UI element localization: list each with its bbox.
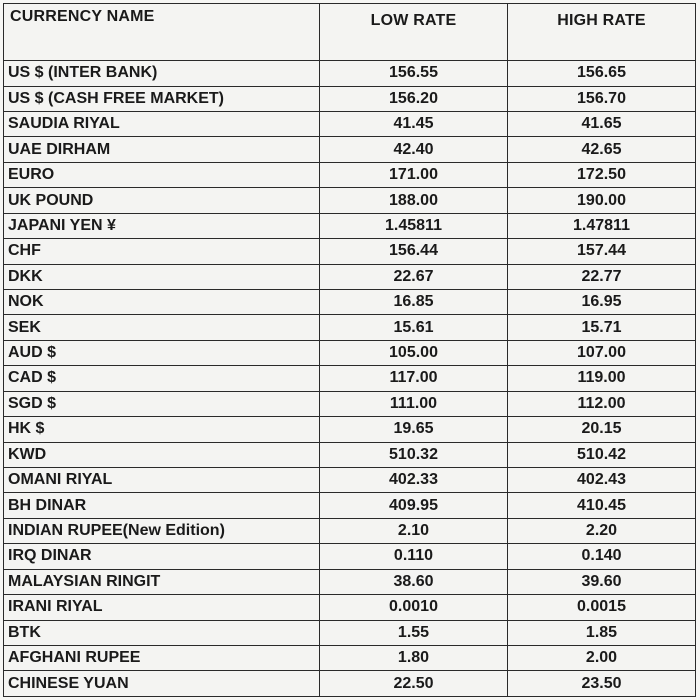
table-row [4,86,696,111]
table-row [4,493,696,518]
high-rate-cell: 39.60 [508,569,696,594]
high-rate-cell: 410.45 [508,493,696,518]
currency-name-cell: MALAYSIAN RINGIT [4,569,320,594]
currency-name-cell: KWD [4,442,320,467]
low-rate-cell: 105.00 [320,340,508,365]
high-rate-cell: 2.00 [508,645,696,670]
table-row [4,315,696,340]
table-row [4,645,696,670]
table-row [4,671,696,697]
low-rate-cell: 19.65 [320,417,508,442]
low-rate-cell: 1.55 [320,620,508,645]
currency-name-cell: SAUDIA RIYAL [4,112,320,137]
currency-name-cell: CAD $ [4,366,320,391]
table-row [4,162,696,187]
high-rate-cell: 20.15 [508,417,696,442]
table-row [4,595,696,620]
high-rate-cell: 402.43 [508,467,696,492]
currency-name-cell: EURO [4,162,320,187]
high-rate-cell: 190.00 [508,188,696,213]
low-rate-cell: 156.44 [320,239,508,264]
currency-name-cell: INDIAN RUPEE(New Edition) [4,518,320,543]
low-rate-cell: 402.33 [320,467,508,492]
header-currency-name: CURRENCY NAME [4,4,320,40]
low-rate-cell: 38.60 [320,569,508,594]
table-row [4,620,696,645]
high-rate-cell: 23.50 [508,671,696,697]
table-row [4,366,696,391]
table-row [4,239,696,264]
header-low-rate: LOW RATE [320,4,508,40]
high-rate-cell: 41.65 [508,112,696,137]
low-rate-cell: 117.00 [320,366,508,391]
low-rate-cell: 188.00 [320,188,508,213]
high-rate-cell: 42.65 [508,137,696,162]
low-rate-cell: 0.110 [320,544,508,569]
table-row [4,518,696,543]
currency-name-cell: UK POUND [4,188,320,213]
currency-name-cell: JAPANI YEN ¥ [4,213,320,238]
currency-rate-table [3,3,696,697]
high-rate-cell: 2.20 [508,518,696,543]
low-rate-cell: 22.50 [320,671,508,697]
low-rate-cell: 22.67 [320,264,508,289]
high-rate-cell: 107.00 [508,340,696,365]
table-row [4,61,696,86]
low-rate-cell: 1.45811 [320,213,508,238]
low-rate-cell: 409.95 [320,493,508,518]
currency-name-cell: US $ (INTER BANK) [4,61,320,86]
currency-name-cell: DKK [4,264,320,289]
currency-name-cell: CHF [4,239,320,264]
currency-name-cell: IRANI RIYAL [4,595,320,620]
header-high-rate: HIGH RATE [508,4,696,40]
low-rate-cell: 171.00 [320,162,508,187]
currency-name-cell: US $ (CASH FREE MARKET) [4,86,320,111]
table-row [4,264,696,289]
high-rate-cell: 156.70 [508,86,696,111]
high-rate-cell: 1.85 [508,620,696,645]
currency-name-cell: HK $ [4,417,320,442]
low-rate-cell: 156.55 [320,61,508,86]
currency-name-cell: BH DINAR [4,493,320,518]
high-rate-cell: 16.95 [508,290,696,315]
high-rate-cell: 156.65 [508,61,696,86]
table-row [4,290,696,315]
currency-name-cell: UAE DIRHAM [4,137,320,162]
high-rate-cell: 22.77 [508,264,696,289]
table-row [4,391,696,416]
spacer-cell [4,39,320,61]
low-rate-cell: 156.20 [320,86,508,111]
currency-name-cell: SEK [4,315,320,340]
low-rate-cell: 2.10 [320,518,508,543]
currency-name-cell: OMANI RIYAL [4,467,320,492]
table-row [4,442,696,467]
currency-name-cell: IRQ DINAR [4,544,320,569]
table-row [4,137,696,162]
high-rate-cell: 15.71 [508,315,696,340]
table-row [4,417,696,442]
high-rate-cell: 0.0015 [508,595,696,620]
currency-name-cell: CHINESE YUAN [4,671,320,697]
header-spacer-row [4,39,696,61]
high-rate-cell: 172.50 [508,162,696,187]
currency-name-cell: AFGHANI RUPEE [4,645,320,670]
high-rate-cell: 0.140 [508,544,696,569]
low-rate-cell: 1.80 [320,645,508,670]
low-rate-cell: 0.0010 [320,595,508,620]
table-row [4,213,696,238]
high-rate-cell: 112.00 [508,391,696,416]
currency-rate-sheet [3,3,695,697]
low-rate-cell: 42.40 [320,137,508,162]
low-rate-cell: 510.32 [320,442,508,467]
table-row [4,188,696,213]
spacer-cell [320,39,508,61]
low-rate-cell: 111.00 [320,391,508,416]
currency-name-cell: BTK [4,620,320,645]
high-rate-cell: 1.47811 [508,213,696,238]
table-row [4,340,696,365]
low-rate-cell: 41.45 [320,112,508,137]
table-header-row [4,4,696,40]
low-rate-cell: 16.85 [320,290,508,315]
table-row [4,544,696,569]
currency-name-cell: NOK [4,290,320,315]
currency-name-cell: SGD $ [4,391,320,416]
high-rate-cell: 157.44 [508,239,696,264]
low-rate-cell: 15.61 [320,315,508,340]
high-rate-cell: 119.00 [508,366,696,391]
table-row [4,569,696,594]
currency-name-cell: AUD $ [4,340,320,365]
table-row [4,467,696,492]
high-rate-cell: 510.42 [508,442,696,467]
table-row [4,112,696,137]
spacer-cell [508,39,696,61]
